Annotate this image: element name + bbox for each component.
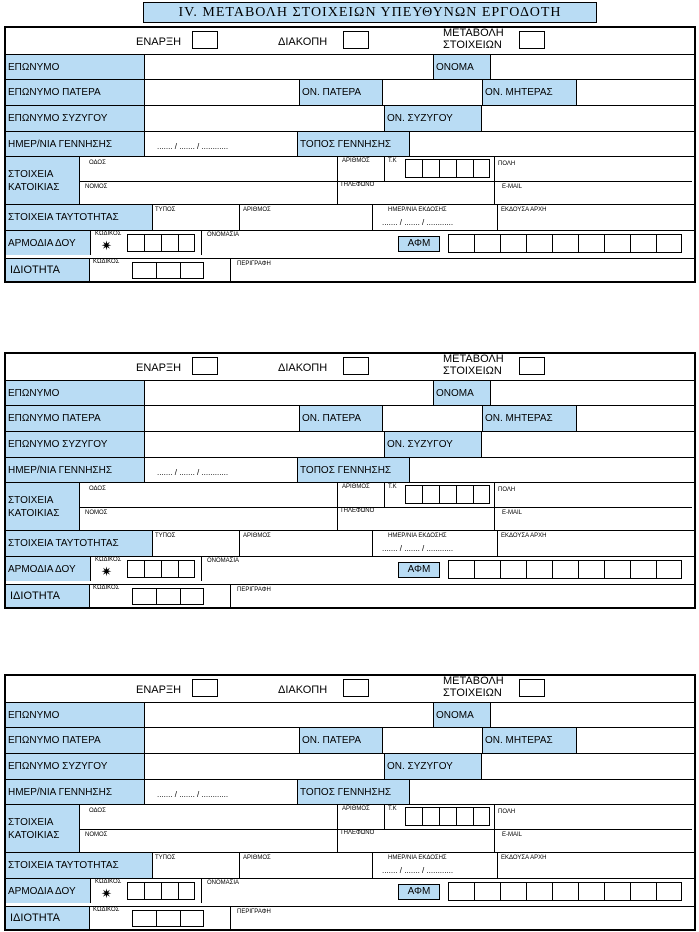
issue-date-field[interactable]: ....... / ....... / ............ — [382, 218, 454, 227]
employer-form — [4, 26, 696, 258]
tax-office-name-label: ΟΝΟΜΑΣΙΑ — [207, 232, 240, 238]
id-row — [6, 531, 694, 557]
birth-date-field[interactable]: ....... / ....... / ............ — [157, 790, 229, 799]
birth-date-field[interactable]: ....... / ....... / ............ — [157, 142, 229, 151]
capacity-code-cells[interactable] — [132, 588, 204, 605]
surname-label: ΕΠΩΝΥΜΟ — [6, 703, 145, 727]
afm-cells[interactable] — [448, 560, 682, 579]
tax-office-name-label: ΟΝΟΜΑΣΙΑ — [207, 880, 240, 886]
start-checkbox[interactable] — [192, 357, 218, 375]
spouse-row — [6, 754, 694, 780]
number-label: ΑΡΙΘΜΟΣ — [342, 484, 370, 490]
capacity-code-label: ΚΩΔΙΚΟΣ — [93, 907, 120, 913]
id-vline-2 — [372, 853, 373, 878]
description-label: ΠΕΡΙΓΡΑΦΗ — [237, 587, 271, 593]
birth-date-label: ΗΜΕΡ/ΝΙΑ ΓΕΝΝΗΣΗΣ — [6, 458, 145, 482]
id-type-label: ΤΥΠΟΣ — [155, 533, 176, 539]
city-label: ΠΟΛΗ — [498, 487, 516, 493]
stop-label: ΔΙΑΚΟΠΗ — [278, 362, 328, 374]
id-details-label: ΣΤΟΙΧΕΙΑ ΤΑΥΤΟΤΗΤΑΣ — [6, 531, 153, 556]
tax-office-code-label: ΚΩΔΙΚΟΣ — [95, 879, 122, 885]
number-vline — [384, 483, 385, 507]
afm-label: ΑΦΜ — [398, 236, 440, 252]
capacity-code-label: ΚΩΔΙΚΟΣ — [93, 259, 120, 265]
birth-row — [6, 132, 694, 157]
spouse-surname-label: ΕΠΩΝΥΜΟ ΣΥΖΥΓΟΥ — [6, 432, 145, 457]
employer-form — [4, 674, 696, 906]
surname-label: ΕΠΩΝΥΜΟ — [6, 381, 145, 405]
residence-vline — [337, 157, 338, 204]
id-row — [6, 853, 694, 879]
tax-office-row — [6, 879, 694, 903]
capacity-vline — [230, 907, 231, 929]
residence-vline-2 — [494, 805, 495, 852]
start-label: ΕΝΑΡΞΗ — [136, 36, 182, 48]
father-name-label: ΟΝ. ΠΑΤΕΡΑ — [299, 406, 383, 431]
id-vline — [239, 853, 240, 878]
id-vline-3 — [497, 853, 498, 878]
father-surname-label: ΕΠΩΝΥΜΟ ΠΑΤΕΡΑ — [6, 80, 145, 105]
change-label: ΜΕΤΑΒΟΛΗ — [443, 675, 504, 687]
asterisk-icon: ✷ — [101, 886, 112, 901]
capacity-row — [4, 258, 696, 283]
id-type-label: ΤΥΠΟΣ — [155, 855, 176, 861]
phone-label: ΤΗΛΕΦΩΝΟ — [340, 508, 375, 514]
section-title: IV. ΜΕΤΑΒΟΛΗ ΣΤΟΙΧΕΙΩΝ ΥΠΕΥΘΥΝΩΝ ΕΡΓΟΔΟΤΗ — [143, 2, 597, 23]
capacity-label: ΙΔΙΟΤΗΤΑ — [6, 907, 90, 929]
tax-office-row — [6, 231, 694, 255]
afm-label: ΑΦΜ — [398, 562, 440, 578]
father-row — [6, 728, 694, 754]
change-checkbox[interactable] — [519, 31, 545, 49]
id-number-label: ΑΡΙΘΜΟΣ — [243, 207, 271, 213]
tax-office-code-label: ΚΩΔΙΚΟΣ — [95, 557, 122, 563]
prefecture-label: ΝΟΜΟΣ — [85, 184, 108, 190]
mother-name-label: ΟΝ. ΜΗΤΕΡΑΣ — [482, 728, 577, 753]
issue-date-label: ΗΜΕΡ/ΝΙΑ ΕΚΔΟΣΗΣ — [388, 207, 447, 213]
capacity-vline — [230, 585, 231, 607]
stop-label: ΔΙΑΚΟΠΗ — [278, 684, 328, 696]
issue-date-label: ΗΜΕΡ/ΝΙΑ ΕΚΔΟΣΗΣ — [388, 855, 447, 861]
capacity-row — [4, 906, 696, 931]
birth-place-label: ΤΟΠΟΣ ΓΕΝΝΗΣΗΣ — [297, 132, 410, 156]
id-vline-3 — [497, 205, 498, 230]
header-row — [6, 28, 694, 55]
father-row — [6, 80, 694, 106]
description-label: ΠΕΡΙΓΡΑΦΗ — [237, 909, 271, 915]
issue-date-field[interactable]: ....... / ....... / ............ — [382, 866, 454, 875]
spouse-surname-label: ΕΠΩΝΥΜΟ ΣΥΖΥΓΟΥ — [6, 754, 145, 779]
number-label: ΑΡΙΘΜΟΣ — [342, 806, 370, 812]
number-vline — [384, 157, 385, 181]
afm-cells[interactable] — [448, 882, 682, 901]
residence-label-2: ΚΑΤΟΙΚΙΑΣ — [8, 181, 60, 193]
father-surname-label: ΕΠΩΝΥΜΟ ΠΑΤΕΡΑ — [6, 728, 145, 753]
birth-place-label: ΤΟΠΟΣ ΓΕΝΝΗΣΗΣ — [297, 458, 410, 482]
id-vline-2 — [372, 531, 373, 556]
change-label: ΜΕΤΑΒΟΛΗ — [443, 353, 504, 365]
header-row — [6, 354, 694, 381]
tax-office-name-label: ΟΝΟΜΑΣΙΑ — [207, 558, 240, 564]
id-details-label: ΣΤΟΙΧΕΙΑ ΤΑΥΤΟΤΗΤΑΣ — [6, 205, 153, 230]
number-vline — [384, 805, 385, 829]
issuing-authority-label: ΕΚΔΟΥΣΑ ΑΡΧΗ — [501, 855, 547, 861]
surname-label: ΕΠΩΝΥΜΟ — [6, 55, 145, 79]
city-label: ΠΟΛΗ — [498, 809, 516, 815]
prefecture-label: ΝΟΜΟΣ — [85, 832, 108, 838]
birth-date-label: ΗΜΕΡ/ΝΙΑ ΓΕΝΝΗΣΗΣ — [6, 132, 145, 156]
id-vline — [239, 531, 240, 556]
city-label: ΠΟΛΗ — [498, 161, 516, 167]
id-vline — [239, 205, 240, 230]
residence-label-2: ΚΑΤΟΙΚΙΑΣ — [8, 829, 60, 841]
spouse-row — [6, 106, 694, 132]
number-label: ΑΡΙΘΜΟΣ — [342, 158, 370, 164]
residence-divider — [80, 181, 692, 182]
name-label: ΟΝΟΜΑ — [433, 55, 491, 79]
phone-label: ΤΗΛΕΦΩΝΟ — [340, 830, 375, 836]
spouse-row — [6, 432, 694, 458]
id-number-label: ΑΡΙΘΜΟΣ — [243, 533, 271, 539]
postal-code-cells[interactable] — [405, 159, 490, 178]
email-label: E-MAIL — [502, 510, 523, 516]
stop-checkbox[interactable] — [343, 357, 369, 375]
father-name-label: ΟΝ. ΠΑΤΕΡΑ — [299, 80, 383, 105]
mother-name-label: ΟΝ. ΜΗΤΕΡΑΣ — [482, 80, 577, 105]
birth-row — [6, 458, 694, 483]
issue-date-label: ΗΜΕΡ/ΝΙΑ ΕΚΔΟΣΗΣ — [388, 533, 447, 539]
name-label: ΟΝΟΜΑ — [433, 381, 491, 405]
postal-code-label: Τ.Κ — [388, 484, 397, 490]
change-checkbox[interactable] — [519, 357, 545, 375]
capacity-code-label: ΚΩΔΙΚΟΣ — [93, 585, 120, 591]
capacity-code-cells[interactable] — [132, 262, 204, 279]
id-row — [6, 205, 694, 231]
capacity-label: ΙΔΙΟΤΗΤΑ — [6, 259, 90, 281]
spouse-name-label: ΟΝ. ΣΥΖΥΓΟΥ — [384, 106, 482, 131]
capacity-vline — [230, 259, 231, 281]
residence-label — [6, 483, 80, 530]
birth-row — [6, 780, 694, 805]
name-label: ΟΝΟΜΑ — [433, 703, 491, 727]
change-label-2: ΣΤΟΙΧΕΙΩΝ — [443, 365, 502, 377]
street-label: ΟΔΟΣ — [89, 486, 106, 492]
birth-place-label: ΤΟΠΟΣ ΓΕΝΝΗΣΗΣ — [297, 780, 410, 804]
postal-code-label: Τ.Κ — [388, 158, 397, 164]
spouse-surname-label: ΕΠΩΝΥΜΟ ΣΥΖΥΓΟΥ — [6, 106, 145, 131]
tax-vline — [201, 557, 202, 581]
start-checkbox[interactable] — [192, 31, 218, 49]
residence-divider — [80, 507, 692, 508]
street-label: ΟΔΟΣ — [89, 808, 106, 814]
change-label-2: ΣΤΟΙΧΕΙΩΝ — [443, 39, 502, 51]
residence-vline — [337, 805, 338, 852]
residence-label-1: ΣΤΟΙΧΕΙΑ — [8, 168, 54, 180]
tax-vline — [201, 879, 202, 903]
surname-row — [6, 703, 694, 728]
residence-label — [6, 805, 80, 852]
mother-name-label: ΟΝ. ΜΗΤΕΡΑΣ — [482, 406, 577, 431]
residence-divider — [80, 829, 692, 830]
asterisk-icon: ✷ — [101, 238, 112, 253]
capacity-label: ΙΔΙΟΤΗΤΑ — [6, 585, 90, 607]
residence-vline-2 — [494, 157, 495, 204]
email-label: E-MAIL — [502, 832, 523, 838]
employer-form — [4, 352, 696, 584]
tax-vline — [201, 231, 202, 255]
id-number-label: ΑΡΙΘΜΟΣ — [243, 855, 271, 861]
father-name-label: ΟΝ. ΠΑΤΕΡΑ — [299, 728, 383, 753]
surname-row — [6, 381, 694, 406]
description-label: ΠΕΡΙΓΡΑΦΗ — [237, 261, 271, 267]
id-type-label: ΤΥΠΟΣ — [155, 207, 176, 213]
postal-code-cells[interactable] — [405, 485, 490, 504]
residence-vline — [337, 483, 338, 530]
residence-row — [6, 805, 694, 853]
tax-office-code-label: ΚΩΔΙΚΟΣ — [95, 231, 122, 237]
postal-code-label: Τ.Κ — [388, 806, 397, 812]
father-row — [6, 406, 694, 432]
birth-date-label: ΗΜΕΡ/ΝΙΑ ΓΕΝΝΗΣΗΣ — [6, 780, 145, 804]
stop-checkbox[interactable] — [343, 679, 369, 697]
tax-office-row — [6, 557, 694, 581]
residence-label — [6, 157, 80, 204]
spouse-name-label: ΟΝ. ΣΥΖΥΓΟΥ — [384, 754, 482, 779]
residence-label-1: ΣΤΟΙΧΕΙΑ — [8, 816, 54, 828]
capacity-code-cells[interactable] — [132, 910, 204, 927]
issue-date-field[interactable]: ....... / ....... / ............ — [382, 544, 454, 553]
afm-cells[interactable] — [448, 234, 682, 253]
start-label: ΕΝΑΡΞΗ — [136, 684, 182, 696]
father-surname-label: ΕΠΩΝΥΜΟ ΠΑΤΕΡΑ — [6, 406, 145, 431]
id-vline-3 — [497, 531, 498, 556]
header-row — [6, 676, 694, 703]
change-label-2: ΣΤΟΙΧΕΙΩΝ — [443, 687, 502, 699]
street-label: ΟΔΟΣ — [89, 160, 106, 166]
change-checkbox[interactable] — [519, 679, 545, 697]
afm-label: ΑΦΜ — [398, 884, 440, 900]
tax-office-code-cells[interactable] — [127, 560, 195, 578]
capacity-row — [4, 584, 696, 609]
change-label: ΜΕΤΑΒΟΛΗ — [443, 27, 504, 39]
residence-vline-2 — [494, 483, 495, 530]
residence-label-2: ΚΑΤΟΙΚΙΑΣ — [8, 507, 60, 519]
residence-row — [6, 157, 694, 205]
tax-office-code-cells[interactable] — [127, 234, 195, 252]
start-checkbox[interactable] — [192, 679, 218, 697]
stop-label: ΔΙΑΚΟΠΗ — [278, 36, 328, 48]
postal-code-cells[interactable] — [405, 807, 490, 826]
residence-row — [6, 483, 694, 531]
tax-office-label: ΑΡΜΟΔΙΑ ΔΟΥ — [6, 557, 91, 581]
surname-row — [6, 55, 694, 80]
stop-checkbox[interactable] — [343, 31, 369, 49]
asterisk-icon: ✷ — [101, 564, 112, 579]
tax-office-code-cells[interactable] — [127, 882, 195, 900]
birth-date-field[interactable]: ....... / ....... / ............ — [157, 468, 229, 477]
phone-label: ΤΗΛΕΦΩΝΟ — [340, 182, 375, 188]
email-label: E-MAIL — [502, 184, 523, 190]
issuing-authority-label: ΕΚΔΟΥΣΑ ΑΡΧΗ — [501, 207, 547, 213]
id-vline-2 — [372, 205, 373, 230]
id-details-label: ΣΤΟΙΧΕΙΑ ΤΑΥΤΟΤΗΤΑΣ — [6, 853, 153, 878]
issuing-authority-label: ΕΚΔΟΥΣΑ ΑΡΧΗ — [501, 533, 547, 539]
residence-label-1: ΣΤΟΙΧΕΙΑ — [8, 494, 54, 506]
prefecture-label: ΝΟΜΟΣ — [85, 510, 108, 516]
tax-office-label: ΑΡΜΟΔΙΑ ΔΟΥ — [6, 879, 91, 903]
tax-office-label: ΑΡΜΟΔΙΑ ΔΟΥ — [6, 231, 91, 255]
spouse-name-label: ΟΝ. ΣΥΖΥΓΟΥ — [384, 432, 482, 457]
start-label: ΕΝΑΡΞΗ — [136, 362, 182, 374]
